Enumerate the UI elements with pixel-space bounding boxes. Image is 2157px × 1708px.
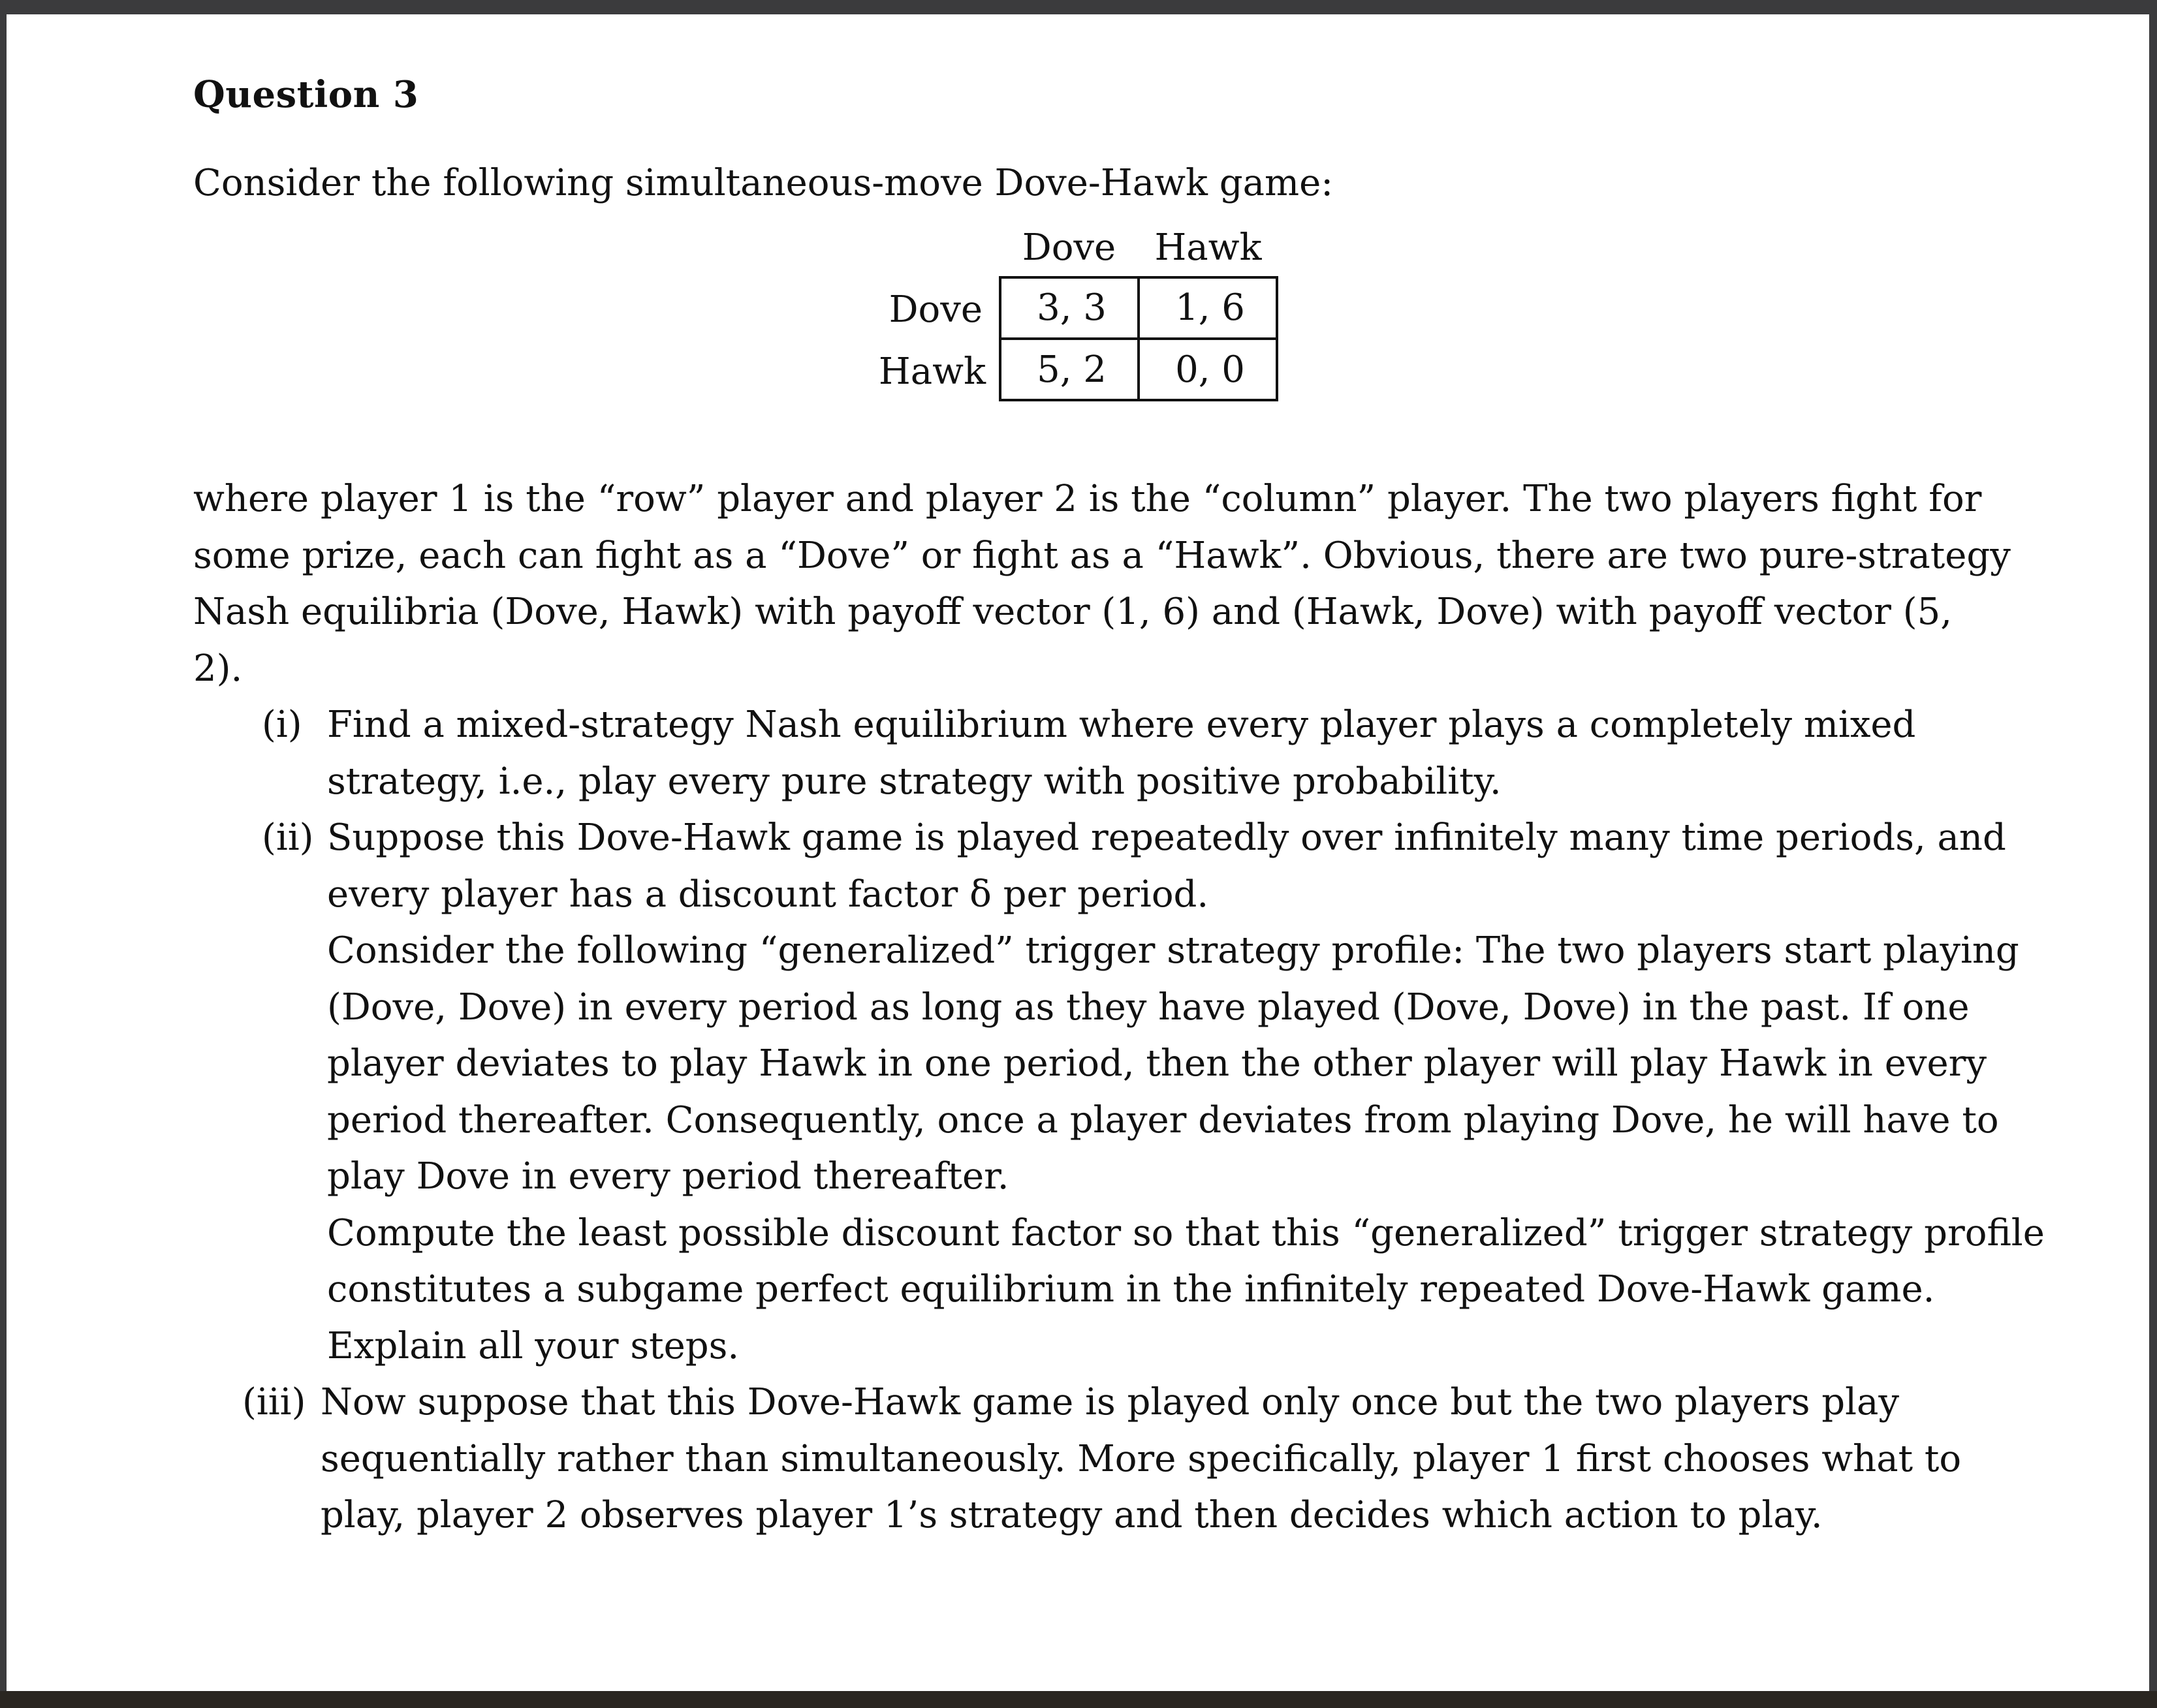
- payoff-matrix: [855, 213, 1312, 416]
- sub-question-line: Find a mixed-strategy Nash equilibrium where every player plays a completely mixed: [327, 704, 1916, 746]
- row-header-dove: Dove: [889, 288, 983, 331]
- sub-question-line: constitutes a subgame perfect equilibrium in the infinitely repeated Dove-Hawk game.: [327, 1268, 1935, 1311]
- sub-question-line: Now suppose that this Dove-Hawk game is played only once but the two players play: [321, 1381, 1900, 1423]
- question-heading: Question 3: [193, 73, 419, 116]
- sub-question-number: (ii): [262, 816, 314, 859]
- paragraph-line: 2).: [193, 647, 243, 690]
- sub-question-number: (iii): [242, 1381, 306, 1423]
- paragraph-line: some prize, each can fight as a “Dove” or fight as a “Hawk”. Obvious, there are two pure-strategy: [193, 534, 2011, 577]
- sub-question-iii: [193, 1374, 1969, 1544]
- sub-question-line: Suppose this Dove-Hawk game is played repeatedly over infinitely many time periods, and: [327, 816, 2006, 859]
- sub-question-line: period thereafter. Consequently, once a player deviates from playing Dove, he will have to: [327, 1098, 1999, 1141]
- window-frame-top: [0, 0, 2157, 14]
- document-page: [7, 14, 2149, 1691]
- description-paragraph: [193, 471, 2011, 697]
- sub-question-i: [193, 697, 1969, 810]
- column-header-dove: Dove: [1022, 226, 1116, 269]
- sub-question-line: Explain all your steps.: [327, 1324, 740, 1367]
- window-frame-bottom: [0, 1691, 2157, 1708]
- paragraph-line: Nash equilibria (Dove, Hawk) with payoff vector (1, 6) and (Hawk, Dove) with payoff vector (5,: [193, 591, 1953, 633]
- window-frame-left: [0, 0, 7, 1708]
- sub-question-line: play Dove in every period thereafter.: [327, 1155, 1009, 1198]
- payoff-cell-hawk-dove: 5, 2: [1037, 349, 1107, 391]
- sub-question-line: every player has a discount factor δ per period.: [327, 873, 1209, 916]
- sub-question-line: strategy, i.e., play every pure strategy with positive probability.: [327, 760, 1502, 803]
- payoff-grid: [999, 276, 1278, 401]
- column-header-hawk: Hawk: [1154, 226, 1262, 269]
- row-header-hawk: Hawk: [878, 350, 986, 393]
- sub-question-line: play, player 2 observes player 1’s strategy and then decides which action to play.: [321, 1494, 1823, 1536]
- sub-question-line: (Dove, Dove) in every period as long as they have played (Dove, Dove) in the past. If one: [327, 986, 1970, 1029]
- payoff-cell-dove-hawk: 1, 6: [1175, 287, 1245, 329]
- paragraph-line: where player 1 is the “row” player and player 2 is the “column” player. The two players fight for: [193, 478, 1982, 520]
- sub-question-line: Consider the following “generalized” trigger strategy profile: The two players start playing: [327, 929, 2019, 972]
- payoff-cell-dove-dove: 3, 3: [1037, 287, 1107, 329]
- sub-question-line: sequentially rather than simultaneously. More specifically, player 1 first chooses what to: [321, 1437, 1962, 1480]
- intro-sentence: Consider the following simultaneous-move Dove-Hawk game:: [193, 162, 1334, 204]
- question-body: [193, 471, 2045, 1544]
- sub-question-ii: [193, 810, 2045, 1374]
- payoff-cell-hawk-hawk: 0, 0: [1175, 349, 1245, 391]
- sub-question-line: player deviates to play Hawk in one period, then the other player will play Hawk in every: [327, 1042, 1987, 1085]
- sub-question-line: Compute the least possible discount factor so that this “generalized” trigger strategy profile: [327, 1211, 2045, 1254]
- window-frame-right: [2149, 0, 2157, 1708]
- sub-question-number: (i): [262, 704, 302, 746]
